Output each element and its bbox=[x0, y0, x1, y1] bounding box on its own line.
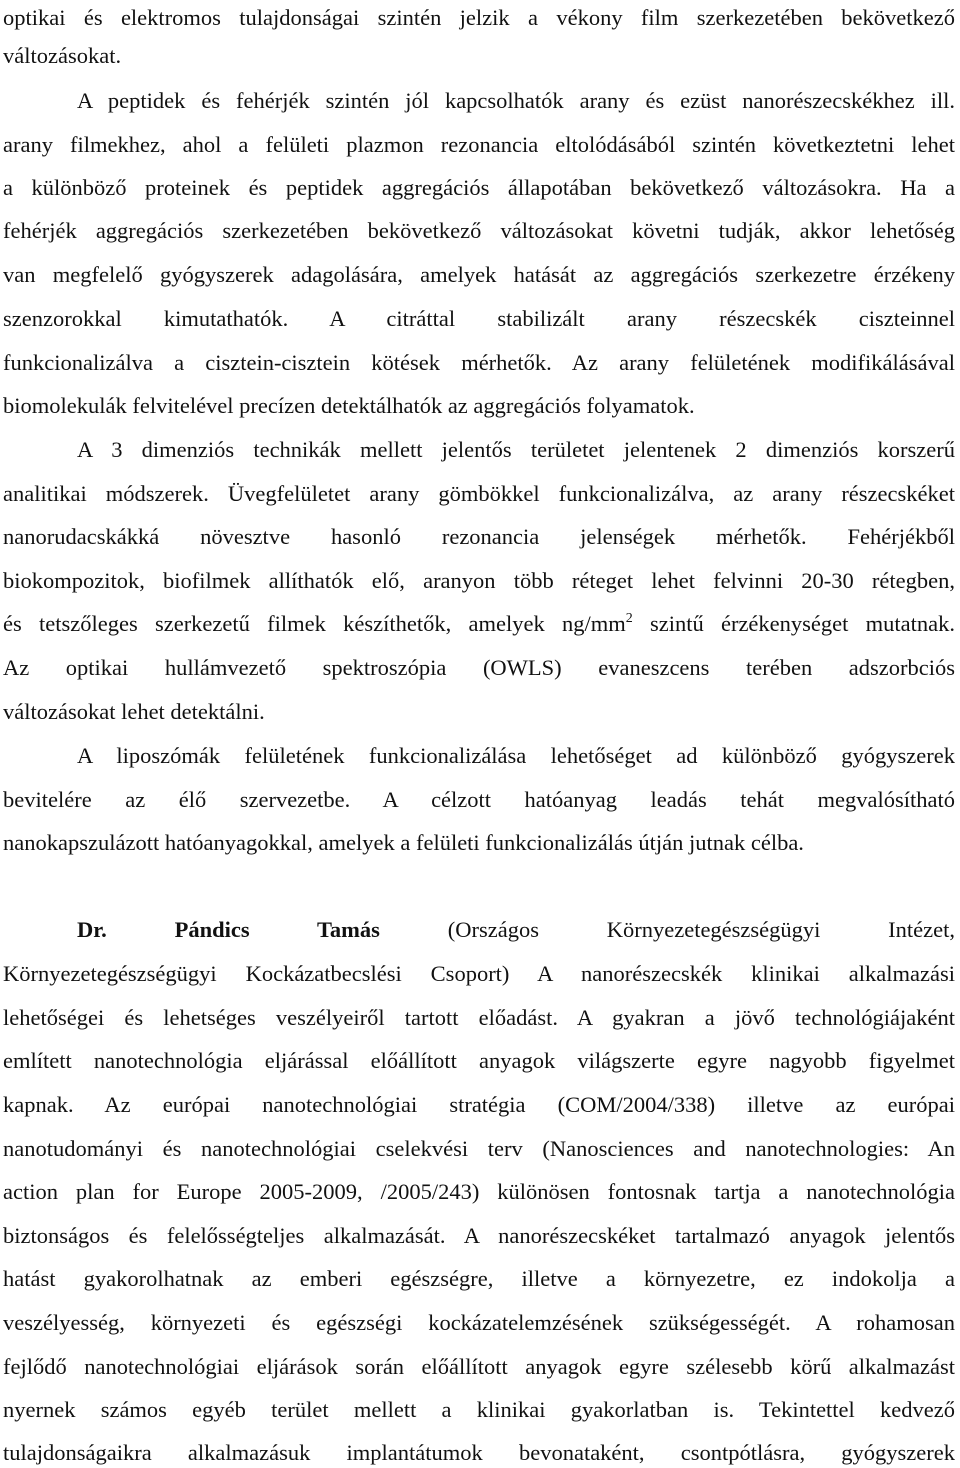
text-line: említett nanotechnológia eljárással előállított anyagok világszerte egyre nagyobb figyelmet bbox=[3, 1048, 955, 1073]
text-line: változásokat. bbox=[3, 43, 122, 68]
text-line: A liposzómák felületének funkcionalizálása lehetőséget ad különböző gyógyszerek bbox=[77, 743, 955, 768]
text-line: bevitelére az élő szervezetbe. A célzott hatóanyag leadás tehát megvalósítható bbox=[3, 787, 955, 812]
text-line: arany filmekhez, ahol a felületi plazmon rezonancia eltolódásából szintén következtetni lehet bbox=[3, 132, 955, 157]
text-line: kapnak. Az európai nanotechnológiai stratégia (COM/2004/338) illetve az európai bbox=[3, 1092, 955, 1117]
text-line: analitikai módszerek. Üvegfelületet arany gömbökkel funkcionalizálva, az arany részecskéket bbox=[3, 481, 955, 506]
superscript: 2 bbox=[625, 611, 633, 626]
text-line: A 3 dimenziós technikák mellett jelentős területet jelentenek 2 dimenziós korszerű bbox=[77, 437, 955, 462]
text-line: fejlődő nanotechnológiai eljárások során előállított anyagok egyre szélesebb körű alkalmazást bbox=[3, 1354, 955, 1379]
text-line: van megfelelő gyógyszerek adagolására, amelyek hatását az aggregációs szerkezetre érzékeny bbox=[3, 262, 955, 287]
text-fragment: és tetszőleges szerkezetű filmek készíthetők, amelyek ng/mm bbox=[3, 611, 626, 636]
speaker-line bbox=[77, 915, 955, 945]
text-line: nyernek számos egyéb terület mellett a klinikai gyakorlatban is. Tekintettel kedvező bbox=[3, 1397, 955, 1422]
text-line: szenzorokkal kimutathatók. A citráttal stabilizált arany részecskék ciszteinnel bbox=[3, 306, 955, 331]
text-line: Az optikai hullámvezető spektroszópia (OWLS) evaneszcens terében adszorbciós bbox=[3, 655, 955, 680]
text-line-with-superscript bbox=[3, 609, 955, 639]
text-fragment: szintű érzékenységet mutatnak. bbox=[649, 611, 955, 636]
text-line: lehetőségei és lehetséges veszélyeiről tartott előadást. A gyakran a jövő technológiájaként bbox=[3, 1005, 955, 1030]
text-line: biokompozitok, biofilmek allíthatók elő, aranyon több réteget lehet felvinni 20-30 rétegben, bbox=[3, 568, 955, 593]
text-fragment: (Országos Környezetegészségügyi Intézet, bbox=[447, 917, 956, 942]
text-line: nanorudacskákká növesztve hasonló rezonancia jelenségek mérhetők. Fehérjékből bbox=[3, 524, 955, 549]
text-line: fehérjék aggregációs szerkezetében bekövetkező változásokat követni tudják, akkor lehetőség bbox=[3, 218, 955, 243]
text-line: biomolekulák felvitelével precízen detektálhatók az aggregációs folyamatok. bbox=[3, 393, 695, 418]
speaker-title: Dr. bbox=[77, 917, 107, 942]
text-line: action plan for Europe 2005-2009, /2005/243) különösen fontosnak tartja a nanotechnológia bbox=[3, 1179, 955, 1204]
text-line: veszélyesség, környezeti és egészségi kockázatelemzésének szükségességét. A rohamosan bbox=[3, 1310, 955, 1335]
text-line: A peptidek és fehérjék szintén jól kapcsolhatók arany és ezüst nanorészecskékhez ill. bbox=[77, 88, 955, 113]
speaker-name: Pándics Tamás bbox=[174, 917, 380, 942]
text-line: a különböző proteinek és peptidek aggregációs állapotában bekövetkező változásokra. Ha a bbox=[3, 175, 955, 200]
text-line: tulajdonságaikra alkalmazásuk implantátumok bevonataként, csontpótlásra, gyógyszerek bbox=[3, 1440, 955, 1465]
text-line: funkcionalizálva a cisztein-cisztein kötések mérhetők. Az arany felületének modifikálásával bbox=[3, 350, 955, 375]
text-line: hatást gyakorolhatnak az emberi egészségre, illetve a környezetre, ez indokolja a bbox=[3, 1266, 955, 1291]
text-line: biztonságos és felelősségteljes alkalmazását. A nanorészecskéket tartalmazó anyagok jelentős bbox=[3, 1223, 955, 1248]
text-line: nanokapszulázott hatóanyagokkal, amelyek a felületi funkcionalizálás útján jutnak célba. bbox=[3, 830, 804, 855]
text-line: optikai és elektromos tulajdonságai szintén jelzik a vékony film szerkezetében bekövetkező bbox=[3, 5, 955, 30]
text-line: változásokat lehet detektálni. bbox=[3, 699, 265, 724]
text-line: Környezetegészségügyi Kockázatbecslési Csoport) A nanorészecskék klinikai alkalmazási bbox=[3, 961, 955, 986]
text-line: nanotudományi és nanotechnológiai cselekvési terv (Nanosciences and nanotechnologies: An bbox=[3, 1136, 955, 1161]
